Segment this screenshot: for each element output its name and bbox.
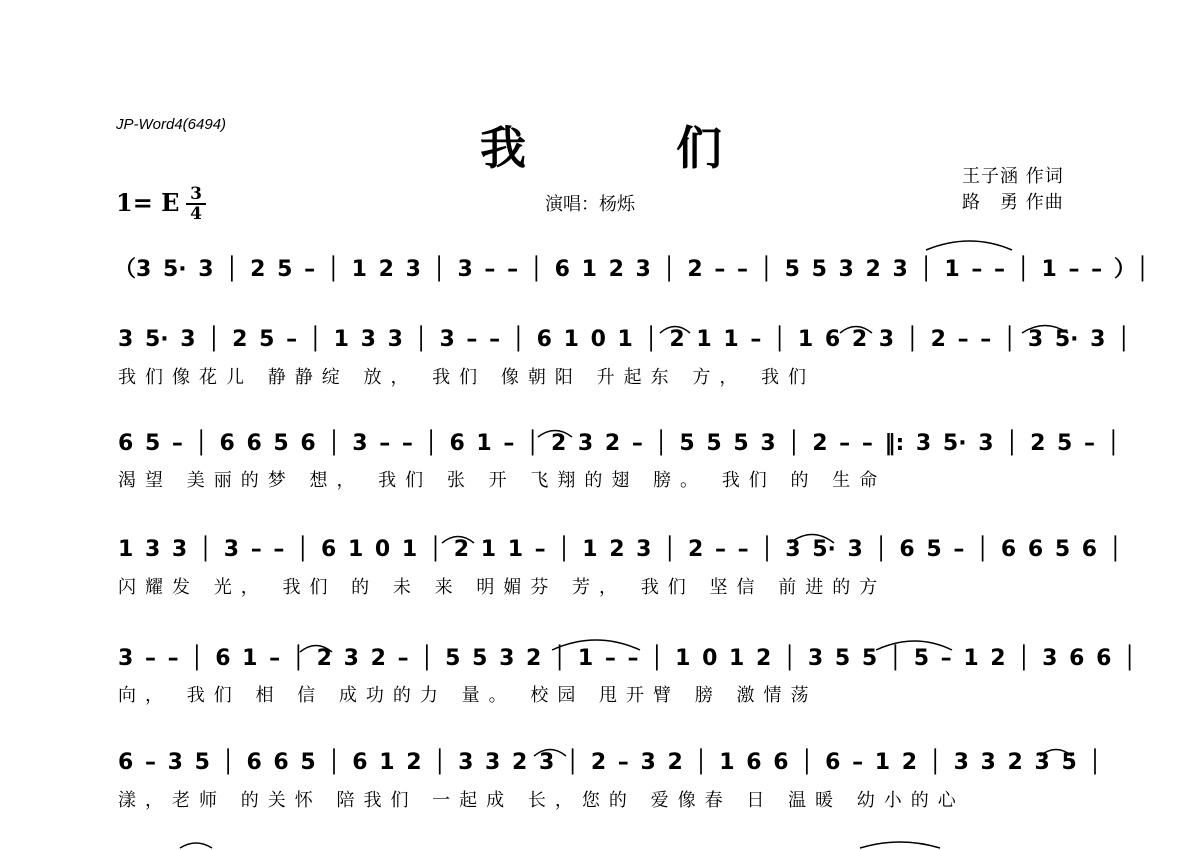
time-signature-top: 3 bbox=[190, 184, 202, 204]
slur-arc bbox=[442, 537, 474, 544]
notation-row-1: （3 5· 3 │ 2 5 – │ 1 2 3 │ 3 – – │ 6 1 2 3 │ 2 – – │ 5 5 3 2 3 │ 1 – – │ 1 – – ）│ bbox=[114, 257, 1150, 282]
time-signature-bottom: 4 bbox=[190, 204, 202, 224]
notation-row-4: 1 3 3 │ 3 – – │ 6 1 0 1 │ 2 1 1 – │ 1 2 3 │ 2 – – │ 3 5· 3 │ 6 5 – │ 6 6 5 6 │ bbox=[118, 537, 1122, 562]
lyric-row-5: 向， 我们 相 信 成功的力 量。 校园 甩开臂 膀 激情荡 bbox=[118, 685, 818, 706]
title-char-2: 们 bbox=[676, 121, 722, 175]
key-signature: 1= E bbox=[116, 188, 180, 217]
tie-arc bbox=[552, 640, 640, 650]
singer-credit: 演唱：杨烁 bbox=[545, 194, 635, 215]
slur-arc bbox=[660, 327, 690, 334]
notation-row-3: 6 5 – │ 6 6 5 6 │ 3 – – │ 6 1 – │ 2 3 2 – │ 5 5 5 3 │ 2 – – ‖: 3 5· 3 │ 2 5 – │ bbox=[118, 431, 1120, 456]
slur-arc bbox=[1022, 326, 1068, 334]
slur-arc bbox=[180, 843, 212, 848]
notation-row-2: 3 5· 3 │ 2 5 – │ 1 3 3 │ 3 – – │ 6 1 0 1 │ 2 1 1 – │ 1 6 2 3 │ 2 – – │ 3 5· 3 │ bbox=[118, 327, 1131, 352]
tie-arc bbox=[926, 241, 1012, 250]
slur-arc bbox=[538, 431, 572, 438]
notation-row-6: 6 – 3 5 │ 6 6 5 │ 6 1 2 │ 3 3 2 3 │ 2 – 3 2 │ 1 6 6 │ 6 – 1 2 │ 3 3 2 3 5 │ bbox=[118, 750, 1102, 775]
title-char-1: 我 bbox=[480, 121, 526, 175]
slur-arc bbox=[1040, 750, 1072, 757]
lyric-row-6: 漾，老师 的关怀 陪我们 一起成 长，您的 爱像春 日 温暖 幼小的心 bbox=[118, 790, 965, 811]
composer-credit: 路 勇 作曲 bbox=[962, 192, 1064, 213]
lyricist-credit: 王子涵 作词 bbox=[962, 166, 1064, 187]
slur-arc bbox=[300, 646, 332, 653]
slur-arc bbox=[534, 750, 566, 757]
lyric-row-3: 渴望 美丽的梦 想， 我们 张 开 飞翔的翅 膀。 我们 的 生命 bbox=[118, 470, 887, 491]
slur-arc bbox=[790, 535, 834, 544]
software-label: JP-Word4(6494) bbox=[116, 116, 227, 133]
lyric-row-4: 闪耀发 光， 我们 的 未 来 明媚芬 芳， 我们 坚信 前进的方 bbox=[118, 577, 887, 598]
slur-arc bbox=[876, 641, 952, 650]
slur-arc bbox=[840, 327, 872, 334]
notation-row-5: 3 – – │ 6 1 – │ 2 3 2 – │ 5 5 3 2 │ 1 – – │ 1 0 1 2 │ 3 5 5 │ 5 – 1 2 │ 3 6 6 │ bbox=[118, 646, 1137, 671]
slur-arc bbox=[860, 842, 940, 848]
lyric-row-2: 我们像花儿 静静绽 放， 我们 像朝阳 升起东 方， 我们 bbox=[118, 367, 816, 388]
